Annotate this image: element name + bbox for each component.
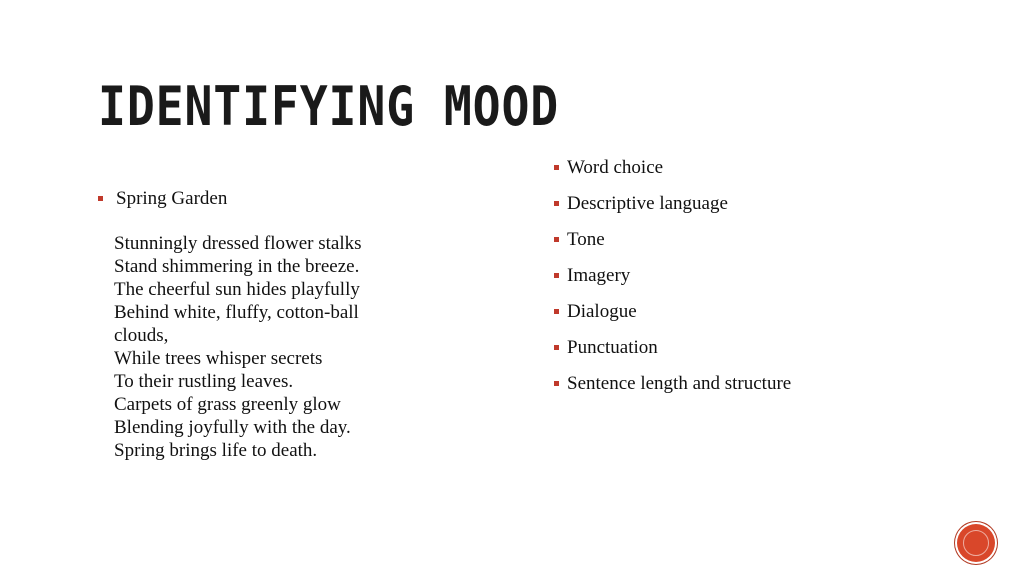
poem-line: Spring brings life to death. [114, 440, 318, 461]
poem-bullet [98, 186, 438, 212]
list-item-label: Word choice [567, 157, 664, 178]
poem-line: Stunningly dressed flower stalks [114, 233, 362, 254]
list-item [554, 370, 954, 406]
list-item [554, 190, 954, 226]
mood-factors-list [554, 154, 954, 406]
poem-column [98, 186, 438, 462]
poem-line: The cheerful sun hides playfully [114, 279, 360, 300]
list-item-label: Dialogue [567, 301, 637, 322]
bullet-square-icon [554, 237, 559, 242]
bullet-square-icon [554, 165, 559, 170]
list-item-label: Punctuation [567, 337, 658, 358]
circle-nav-inner-ring [963, 530, 989, 556]
bullet-square-icon [554, 309, 559, 314]
list-item [554, 154, 954, 190]
poem-body [114, 232, 438, 462]
poem-line: Behind white, fluffy, cotton-ball [114, 302, 359, 323]
slide-title: IDENTIFYING MOOD [98, 75, 560, 138]
list-item-label: Sentence length and structure [567, 373, 792, 394]
poem-line: Stand shimmering in the breeze. [114, 256, 360, 277]
list-item-label: Descriptive language [567, 193, 728, 214]
bullet-square-icon [554, 201, 559, 206]
list-item [554, 298, 954, 334]
circle-nav-icon[interactable] [957, 524, 995, 562]
bullet-square-icon [554, 273, 559, 278]
list-item [554, 226, 954, 262]
poem-line: Blending joyfully with the day. [114, 417, 351, 438]
list-item-label: Imagery [567, 265, 631, 286]
poem-line: clouds, [114, 325, 169, 346]
poem-title: Spring Garden [116, 188, 228, 209]
poem-line: While trees whisper secrets [114, 348, 323, 369]
list-item [554, 262, 954, 298]
list-item [554, 334, 954, 370]
bullet-square-icon [554, 345, 559, 350]
poem-line: To their rustling leaves. [114, 371, 294, 392]
bullet-square-icon [98, 196, 103, 201]
list-item-label: Tone [567, 229, 605, 250]
poem-line: Carpets of grass greenly glow [114, 394, 341, 415]
bullet-square-icon [554, 381, 559, 386]
